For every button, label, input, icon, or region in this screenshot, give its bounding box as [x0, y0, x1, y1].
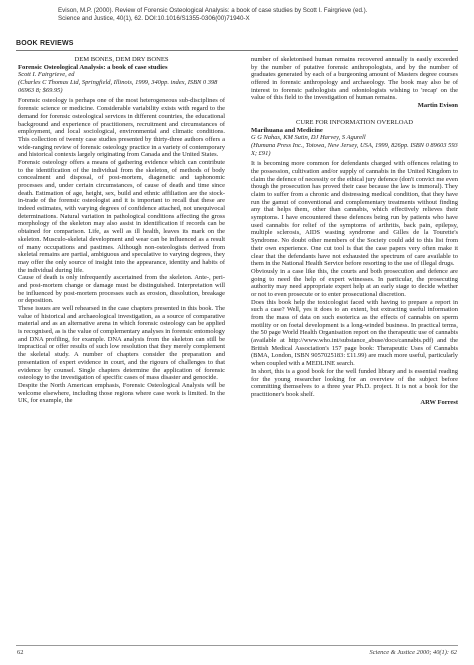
review1-paragraph: Forensic osteology is perhaps one of the most heterogeneous sub-disciplines of forensic science or medicine. Considerable variability exists with regard to the demand for forensic osteological services in different countries, the educational background and experience of practitioners, recruitment and circumstances of employment, and local sociological, environmental and climatic conditions. This collection of twenty case studies presented by thirty-three authors offers a wide-ranging review of forensic osteology practice in a variety of contemporary and historical contexts largely originating from Canada and the United States. [18, 97, 225, 159]
left-column [18, 56, 225, 405]
review2-book-title: Marihuana and Medicine [251, 126, 323, 134]
review1-paragraph: Despite the North American emphasis, Forensic Osteological Analysis will be welcome elsewhere, including those regions where case work is limited. In the UK, for example, the [18, 381, 225, 405]
review2-publisher: (Humana Press Inc., Totowa, New Jersey, USA, 1999, 826pp. ISBN 0 89603 593 X; £91) [251, 141, 458, 157]
review1-publisher: (Charles C Thomas Ltd, Springfield, Illinois, 1999, 340pp. index, ISBN 0 398 06963 8; $69.95) [18, 79, 218, 94]
section-heading: BOOK REVIEWS [16, 40, 74, 47]
footer-rule [16, 645, 458, 646]
review2-paragraph: Does this book help the toxicologist faced with having to prepare a report in such a case? Well, yes it does to an extent, but extracting useful information from the mass of data on such esoterica as the effects of cannabis on sperm motility or on foetal development is a long-winded business. In practical terms, the 50 page World Health Organisation report on the therapeutic use of cannabis (available at http://www.who.int/substance_abuse/docs/cannabis.pdf) and the British Medical Association's 157 page book: Therapeutic Uses of Cannabis (BMA, London, ISBN 9057025183: £11.99) are much more useful, particularly when coupled with a MEDLINE search. [251, 298, 458, 368]
review2-paragraph: It is becoming more common for defendants charged with offences relating to the possession, cultivation and/or supply of cannabis in the United Kingdom to claim the defence of necessity or the ethical jury defence (don't convict me even though the prosecution has proved their case because the law is immoral). They claim to suffer from a chronic and distressing medical condition, that they have run the gamut of conventional and complementary treatments without finding any that helps them, other than cannabis, which effectively relieves their symptoms. I have encountered these defences being run by patients who have used cannabis for relief of the symptoms of arthritis, back pain, epilepsy, multiple sclerosis, AIDS wasting syndrome and Gilles de la Tourette's Syndrome. No doubt other members of the Society could add to this list from their own experience. One cut tool is that the case papers very often make it clear that the defendants have not exhausted the spectrum of care available to them in the National Health Service before resorting to the use of illegal drugs. [251, 160, 458, 268]
page-number: 62 [17, 649, 24, 656]
review1-heading: DEM BONES, DEM DRY BONES [74, 56, 169, 63]
review1-paragraph: Cause of death is only infrequently ascertained from the skeleton. Ante-, peri- and post-mortem change or damage must be distinguished. Interpretation will be influenced by post-mortem processes such as erosion, dissolution, breakage or deposition. [18, 274, 225, 305]
review1-book-title: Forensic Osteological Analysis: a book of case studies [18, 63, 168, 71]
citation-header [58, 7, 438, 22]
review1-paragraph: These issues are well rehearsed in the case chapters presented in this book. The value of historical and archaeological investigation, as a source of comparative material and as an alternative arena in which forensic osteology can be applied is recognised, as is the value of complementary analyses in forensic entomology and DNA profiling, for example. DNA analysis from the skeleton can still be impractical or offer results of such low resolution that they merely complement the skeletal study. A number of chapters consider the preparation and presentation of expert evidence in court, and the rigours of challenges to that evidence by counsel. Single chapters determine the application of forensic osteology to the investigation of specific cases of mass disaster and genocide. [18, 305, 225, 382]
review1-paragraph: number of skeletonised human remains recovered annually is easily exceeded by the number of putative forensic anthropologists, and by the number of graduates generated by each of a burgeoning amount of Masters degree courses offered in forensic anthropology and archaeology. The book may also be of interest to forensic pathologists and odontologists wishing to 'recap' on the value of this field to the investigation of human remains. [251, 56, 458, 102]
review2-paragraph: Obviously in a case like this, the courts and both prosecution and defence are going to need the help of expert witnesses. In particular, the prosecuting authority may need appropriate expert help at an early stage to decide whether or not to even prosecute or to enter prosecutional discretion. [251, 267, 458, 298]
journal-reference: Science & Justice 2000; 40(1): 62 [369, 649, 457, 656]
citation-line-1: Evison, M.P. (2000). Review of Forensic Osteological Analysis: a book of case studies by Scott I. Fairgrieve (ed.). [58, 7, 368, 14]
review1-paragraph: Forensic osteology offers a means of gathering evidence which can contribute to the identification of the individual from the skeleton, of methods of body concealment and disposal, of post-mortem, diagenetic and taphonomic processes and, under certain circumstances, of cause of death and time since death. Estimation of age, height, sex, build and ethnic affiliation are the stock-in-trade of the forensic osteologist and it is important to recall that these are indeed estimates, with varying degrees of confidence attached, not unequivocal determinations. Natural variation in pathological conditions affecting the gross morphology of the skeleton may also assist in identification if records can be obtained for comparison. Life, as well as ill health, leaves its mark on the skeleton. Musculo-skeletal development and wear can be influenced as a result of many occupations and pastimes. Although non-osteologists derived from skeletal remains are partial, ambiguous and speculative to varying degrees, they may offer the only source of insight into the appearance, identity and habits of the individual during life. [18, 158, 225, 274]
review2-heading: CURE FOR INFORMATION OVERLOAD [295, 118, 414, 126]
right-column [251, 56, 458, 406]
citation-line-2: Science and Justice, 40(1), 62. DOI:10.1016/S1355-0306(00)71940-X [58, 14, 250, 22]
review1-reviewer: Martin Evison [417, 102, 458, 110]
review2-paragraph: In short, this is a good book for the well funded library and is essential reading for the young researcher looking for an overview of the subject before committing themselves to a three year Ph.D. project. It is not a book for the practitioner's book shelf. [251, 367, 458, 398]
header-rule [16, 50, 458, 51]
review2-reviewer: ARW Forrest [420, 398, 458, 406]
review1-editor: Scott I. Fairgrieve, ed [18, 71, 75, 79]
review2-editors: G G Nahas, KM Sutin, DJ Harvey, S Agurell [251, 134, 366, 142]
